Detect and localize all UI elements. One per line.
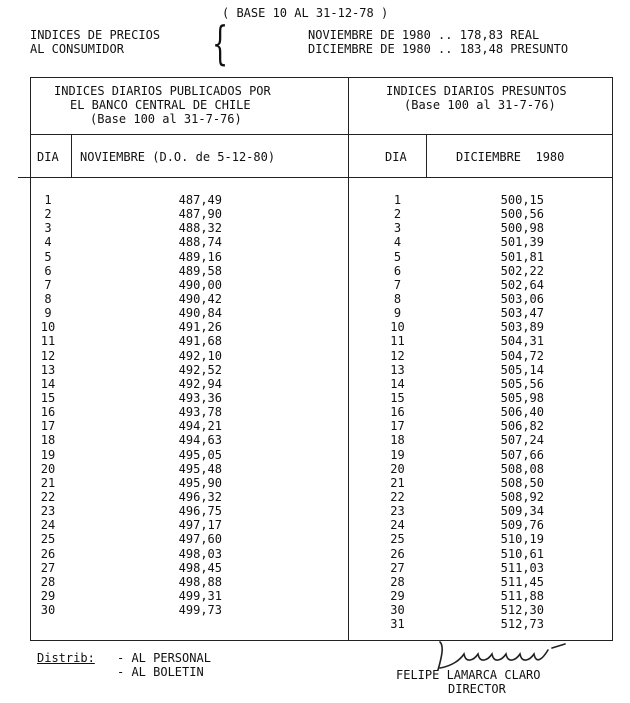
dec-days-cell: 12 bbox=[390, 348, 405, 363]
nov-days-cell: 23 bbox=[40, 504, 56, 519]
nov-values-cell: 490,84 bbox=[178, 306, 222, 321]
nov-days-cell: 14 bbox=[40, 376, 56, 391]
dec-days-cell: 23 bbox=[390, 504, 405, 519]
dec-days-cell: 10 bbox=[390, 320, 405, 335]
dec-values-cell: 511,45 bbox=[500, 574, 544, 589]
dec-days-cell: 27 bbox=[390, 560, 405, 575]
nov-days-cell: 27 bbox=[40, 560, 56, 575]
nov-days-cell: 18 bbox=[40, 433, 56, 448]
dec-values-column bbox=[470, 193, 544, 631]
dec-values-cell: 505,56 bbox=[500, 376, 544, 391]
nov-values-cell: 487,49 bbox=[178, 193, 222, 207]
nov-days-cell: 2 bbox=[44, 207, 52, 222]
nov-values-cell: 492,52 bbox=[178, 362, 222, 377]
nov-days-cell: 11 bbox=[40, 334, 56, 349]
nov-days-cell: 13 bbox=[40, 362, 56, 377]
dec-days-cell: 16 bbox=[390, 405, 405, 420]
dec-days-cell: 25 bbox=[390, 532, 405, 547]
dec-days-cell: 30 bbox=[390, 603, 405, 618]
nov-values-cell: 493,36 bbox=[178, 390, 222, 405]
dec-days-cell: 20 bbox=[390, 461, 405, 476]
nov-values-cell: 494,63 bbox=[178, 433, 222, 448]
nov-days-column bbox=[30, 193, 66, 617]
right-title-line-1: INDICES DIARIOS PRESUNTOS bbox=[386, 84, 567, 98]
nov-days-cell: 12 bbox=[40, 348, 56, 363]
dec-values-cell: 503,89 bbox=[500, 320, 544, 335]
nov-values-cell: 495,90 bbox=[178, 475, 222, 490]
dec-days-cell: 31 bbox=[390, 617, 405, 632]
dec-values-cell: 509,76 bbox=[500, 518, 544, 533]
right-title-line-2: (Base 100 al 31-7-76) bbox=[404, 98, 556, 112]
nov-values-cell: 495,48 bbox=[178, 461, 222, 476]
nov-values-cell: 496,75 bbox=[178, 504, 222, 519]
nov-values-cell: 499,31 bbox=[178, 588, 222, 603]
dec-values-cell: 505,98 bbox=[500, 390, 544, 405]
dec-days-cell: 6 bbox=[393, 263, 402, 278]
base-note: ( BASE 10 AL 31-12-78 ) bbox=[222, 6, 389, 20]
nov-values-cell: 493,78 bbox=[178, 405, 222, 420]
nov-days-cell: 17 bbox=[40, 419, 56, 434]
dec-values-cell: 508,92 bbox=[500, 489, 544, 504]
table-title-divider bbox=[30, 134, 613, 135]
dec-values-cell: 511,88 bbox=[500, 588, 544, 603]
nov-days-cell: 3 bbox=[44, 221, 52, 236]
dec-values-cell: 500,98 bbox=[500, 221, 544, 236]
nov-values-cell: 491,68 bbox=[178, 334, 222, 349]
dec-values-cell: 506,40 bbox=[500, 405, 544, 420]
dec-days-cell: 17 bbox=[390, 419, 405, 434]
nov-values-cell: 497,17 bbox=[178, 518, 222, 533]
dec-values-cell: 505,14 bbox=[500, 362, 544, 377]
table-dia-left-divider bbox=[71, 134, 72, 177]
dec-values-cell: 504,72 bbox=[500, 348, 544, 363]
nov-days-cell: 7 bbox=[44, 277, 52, 292]
dec-days-cell: 4 bbox=[393, 235, 402, 250]
dec-values-cell: 507,24 bbox=[500, 433, 544, 448]
nov-days-cell: 26 bbox=[40, 546, 56, 561]
dec-days-cell: 9 bbox=[393, 306, 402, 321]
dec-days-cell: 18 bbox=[390, 433, 405, 448]
header-left-line-2: AL CONSUMIDOR bbox=[30, 42, 124, 56]
left-title-line-1: INDICES DIARIOS PUBLICADOS POR bbox=[54, 84, 271, 98]
nov-days-cell: 29 bbox=[40, 588, 56, 603]
nov-days-cell: 15 bbox=[40, 390, 56, 405]
nov-days-cell: 24 bbox=[40, 518, 56, 533]
dec-values-cell: 508,50 bbox=[500, 475, 544, 490]
signer-title: DIRECTOR bbox=[448, 682, 506, 696]
nov-values-cell: 492,10 bbox=[178, 348, 222, 363]
dec-values-cell: 506,82 bbox=[500, 419, 544, 434]
dec-days-cell: 8 bbox=[393, 291, 402, 306]
dec-values-cell: 510,61 bbox=[500, 546, 544, 561]
left-title-line-2: EL BANCO CENTRAL DE CHILE bbox=[70, 98, 251, 112]
dec-values-cell: 511,03 bbox=[500, 560, 544, 575]
dec-values-cell: 512,73 bbox=[500, 617, 544, 632]
nov-values-column bbox=[150, 193, 222, 617]
dec-days-cell: 11 bbox=[390, 334, 405, 349]
nov-values-cell: 488,74 bbox=[178, 235, 222, 250]
table-dia-right-divider bbox=[426, 134, 427, 177]
nov-values-cell: 488,32 bbox=[178, 221, 222, 236]
table-top-border bbox=[30, 77, 613, 78]
dec-days-cell: 1 bbox=[393, 193, 402, 207]
nov-values-cell: 489,16 bbox=[178, 249, 222, 264]
dec-values-cell: 510,19 bbox=[500, 532, 544, 547]
nov-days-cell: 16 bbox=[40, 405, 56, 420]
nov-days-cell: 21 bbox=[40, 475, 56, 490]
signer-name: FELIPE LAMARCA CLARO bbox=[396, 668, 541, 682]
dec-values-cell: 504,31 bbox=[500, 334, 544, 349]
nov-days-cell: 28 bbox=[40, 574, 56, 589]
nov-days-cell: 5 bbox=[44, 249, 52, 264]
nov-days-cell: 30 bbox=[40, 603, 56, 618]
dec-days-cell: 5 bbox=[393, 249, 402, 264]
dec-values-cell: 503,06 bbox=[500, 291, 544, 306]
nov-values-cell: 498,03 bbox=[178, 546, 222, 561]
dec-values-cell: 509,34 bbox=[500, 504, 544, 519]
nov-values-cell: 494,21 bbox=[178, 419, 222, 434]
header-right-line-1: NOVIEMBRE DE 1980 .. 178,83 REAL bbox=[308, 28, 540, 42]
nov-days-cell: 1 bbox=[44, 193, 52, 207]
nov-days-cell: 25 bbox=[40, 532, 56, 547]
dec-values-cell: 502,22 bbox=[500, 263, 544, 278]
distrib-item-boletin: - AL BOLETIN bbox=[117, 665, 204, 679]
dec-values-cell: 500,15 bbox=[500, 193, 544, 207]
dec-days-cell: 26 bbox=[390, 546, 405, 561]
table-center-divider bbox=[348, 77, 349, 640]
distrib-item-personal: - AL PERSONAL bbox=[117, 651, 211, 665]
column-header-dia-left: DIA bbox=[37, 150, 59, 164]
nov-values-cell: 492,94 bbox=[178, 376, 222, 391]
dec-values-cell: 500,56 bbox=[500, 207, 544, 222]
dec-days-cell: 7 bbox=[393, 277, 402, 292]
dec-days-cell: 19 bbox=[390, 447, 405, 462]
dec-days-cell: 15 bbox=[390, 390, 405, 405]
dec-values-cell: 508,08 bbox=[500, 461, 544, 476]
nov-values-cell: 497,60 bbox=[178, 532, 222, 547]
dec-values-cell: 512,30 bbox=[500, 603, 544, 618]
dec-days-cell: 28 bbox=[390, 574, 405, 589]
dec-days-cell: 3 bbox=[393, 221, 402, 236]
dec-values-cell: 502,64 bbox=[500, 277, 544, 292]
nov-days-cell: 22 bbox=[40, 489, 56, 504]
nov-values-cell: 491,26 bbox=[178, 320, 222, 335]
nov-values-cell: 490,00 bbox=[178, 277, 222, 292]
table-right-border bbox=[612, 77, 613, 640]
dec-days-cell: 22 bbox=[390, 489, 405, 504]
dec-days-cell: 14 bbox=[390, 376, 405, 391]
nov-days-cell: 4 bbox=[44, 235, 52, 250]
dec-days-cell: 24 bbox=[390, 518, 405, 533]
dec-days-cell: 2 bbox=[393, 207, 402, 222]
nov-values-cell: 498,45 bbox=[178, 560, 222, 575]
table-header-divider bbox=[18, 177, 613, 178]
nov-days-cell: 19 bbox=[40, 447, 56, 462]
nov-values-cell: 495,05 bbox=[178, 447, 222, 462]
nov-values-cell: 490,42 bbox=[178, 291, 222, 306]
left-title-line-3: (Base 100 al 31-7-76) bbox=[90, 112, 242, 126]
nov-days-cell: 6 bbox=[44, 263, 52, 278]
dec-values-cell: 501,81 bbox=[500, 249, 544, 264]
brace-icon: { bbox=[212, 16, 229, 70]
nov-days-cell: 10 bbox=[40, 320, 56, 335]
dec-days-cell: 21 bbox=[390, 475, 405, 490]
dec-days-column bbox=[375, 193, 420, 631]
nov-days-cell: 9 bbox=[44, 306, 52, 321]
column-header-diciembre: DICIEMBRE 1980 bbox=[456, 150, 565, 164]
dec-values-cell: 507,66 bbox=[500, 447, 544, 462]
column-header-noviembre: NOVIEMBRE (D.O. de 5-12-80) bbox=[80, 150, 276, 164]
header-left-line-1: INDICES DE PRECIOS bbox=[30, 28, 161, 42]
nov-days-cell: 20 bbox=[40, 461, 56, 476]
distrib-label: Distrib: bbox=[37, 651, 95, 665]
dec-days-cell: 29 bbox=[390, 588, 405, 603]
nov-values-cell: 487,90 bbox=[178, 207, 222, 222]
nov-values-cell: 489,58 bbox=[178, 263, 222, 278]
dec-days-cell: 13 bbox=[390, 362, 405, 377]
nov-values-cell: 498,88 bbox=[178, 574, 222, 589]
nov-days-cell: 8 bbox=[44, 291, 52, 306]
dec-values-cell: 501,39 bbox=[500, 235, 544, 250]
nov-values-cell: 499,73 bbox=[178, 603, 222, 618]
column-header-dia-right: DIA bbox=[385, 150, 407, 164]
nov-values-cell: 496,32 bbox=[178, 489, 222, 504]
header-right-line-2: DICIEMBRE DE 1980 .. 183,48 PRESUNTO bbox=[308, 42, 569, 56]
dec-values-cell: 503,47 bbox=[500, 306, 544, 321]
